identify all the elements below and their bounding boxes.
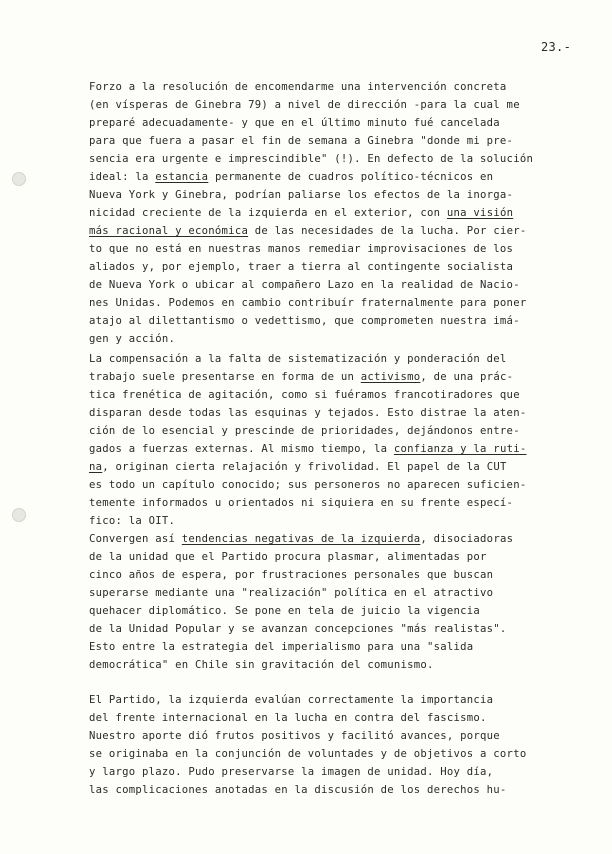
text-line (89, 711, 487, 725)
text-line (89, 278, 520, 292)
text-line (89, 460, 507, 474)
text-line (89, 658, 434, 672)
text-line (89, 568, 493, 582)
text-line (89, 747, 526, 761)
text-line (89, 478, 526, 492)
text-line (89, 532, 513, 546)
text-line (89, 604, 480, 618)
underlined-text: activismo (360, 371, 421, 383)
text-span: Convergen así (89, 533, 182, 545)
text-span: to que no está en nuestras manos remediar improvisaciones de los (89, 243, 514, 255)
text-line (89, 388, 520, 402)
text-span: superarse mediante una "realización" política en el atractivo (89, 587, 494, 599)
text-line (89, 134, 513, 148)
underlined-text: una visión (446, 207, 514, 219)
text-span: del frente internacional en la lucha en contra del fascismo. (89, 712, 487, 724)
text-span: , originan cierta relajación y frivolidad. El papel de la CUT (102, 461, 507, 473)
text-line (89, 242, 513, 256)
text-line (89, 783, 507, 797)
text-span: , disociadoras (420, 533, 514, 545)
text-line (89, 152, 533, 166)
text-span: democrática" en Chile sin gravitación del comunismo. (89, 659, 434, 671)
text-span: trabajo suele presentarse en forma de un (89, 371, 361, 383)
page-number: 23.- (541, 40, 572, 54)
text-span: ción de lo esencial y prescinde de prioridades, dejándonos entre- (89, 425, 520, 437)
text-span: fico: la OIT. (89, 515, 176, 527)
text-span: sencia era urgente e imprescindible" (!). En defecto de la solución (89, 153, 534, 165)
text-line (89, 170, 493, 184)
text-span: nes Unidas. Podemos en cambio contribuír fraternalmente para poner (89, 297, 527, 309)
text-line (89, 296, 526, 310)
text-line (89, 514, 175, 528)
text-line (89, 116, 500, 130)
text-line (89, 496, 513, 510)
text-line (89, 424, 520, 438)
text-span: aliados y, por ejemplo, traer a tierra al contingente socialista (89, 261, 514, 273)
text-span: Nueva York y Ginebra, podrían paliarse los efectos de la inorga- (89, 189, 514, 201)
text-span: Nuestro aporte dió frutos positivos y facilitó avances, porque (89, 730, 500, 742)
text-line (89, 80, 507, 94)
text-line (89, 314, 520, 328)
text-line (89, 370, 513, 384)
text-span: de las necesidades de la lucha. Por cier- (248, 225, 527, 237)
text-line (89, 352, 507, 366)
text-span: nicidad creciente de la izquierda en el exterior, con (89, 207, 447, 219)
text-span: atajo al dilettantismo o vedettismo, que comprometen nuestra imá- (89, 315, 520, 327)
text-span: ideal: la (89, 171, 156, 183)
text-span: La compensación a la falta de sistematización y ponderación del (89, 353, 507, 365)
text-span: permanente de cuadros político-técnicos en (208, 171, 494, 183)
text-span: disparan desde todas las esquinas y tejados. Esto distrae la aten- (89, 407, 527, 419)
text-span: y largo plazo. Pudo preservarse la imagen de unidad. Hoy día, (89, 766, 494, 778)
text-span: las complicaciones anotadas en la discusión de los derechos hu- (89, 784, 507, 796)
underlined-text: confianza y la ruti- (393, 443, 527, 455)
text-span: temente informados u orientados ni siquiera en su frente especí- (89, 497, 514, 509)
text-line (89, 693, 493, 707)
text-span: quehacer diplomático. Se pone en tela de juicio la vigencia (89, 605, 481, 617)
text-line (89, 586, 493, 600)
text-span: cinco años de espera, por frustraciones personales que buscan (89, 569, 494, 581)
text-line (89, 260, 513, 274)
text-line (89, 550, 487, 564)
text-span: de la unidad que el Partido procura plasmar, alimentadas por (89, 551, 487, 563)
text-line (89, 406, 526, 420)
text-span: preparé adecuadamente- y que en el último minuto fué cancelada (89, 117, 500, 129)
text-span: Esto entre la estrategia del imperialismo para una "salida (89, 641, 474, 653)
text-span: tica frenética de agitación, como si fuéramos francotiradores que (89, 389, 520, 401)
text-line (89, 98, 520, 112)
text-line (89, 765, 493, 779)
underlined-text: más racional y económica (89, 225, 249, 237)
text-line (89, 332, 175, 346)
underlined-text: tendencias negativas de la izquierda (181, 533, 421, 545)
punch-hole (12, 508, 26, 522)
text-line (89, 224, 526, 238)
text-line (89, 442, 526, 456)
text-span: Forzo a la resolución de encomendarme una intervención concreta (89, 81, 507, 93)
text-span: gados a fuerzas externas. Al mismo tiempo, la (89, 443, 394, 455)
text-span: es todo un capítulo conocido; sus personeros no aparecen suficien- (89, 479, 527, 491)
text-line (89, 640, 473, 654)
text-line (89, 188, 513, 202)
text-span: se originaba en la conjunción de voluntades y de objetivos a corto (89, 748, 527, 760)
underlined-text: estancia (155, 171, 209, 183)
text-span: El Partido, la izquierda evalúan correctamente la importancia (89, 694, 494, 706)
text-span: , de una prác- (420, 371, 514, 383)
text-span: para que fuera a pasar el fin de semana a Ginebra "donde mi pre- (89, 135, 514, 147)
text-span: de Nueva York o ubicar al compañero Lazo en la realidad de Nacio- (89, 279, 520, 291)
punch-hole (12, 172, 26, 186)
text-line (89, 206, 513, 220)
text-line (89, 729, 500, 743)
underlined-text: na (89, 461, 103, 473)
text-line (89, 622, 507, 636)
text-span: (en vísperas de Ginebra 79) a nivel de dirección -para la cual me (89, 99, 520, 111)
text-span: de la Unidad Popular y se avanzan concepciones "más realistas". (89, 623, 507, 635)
text-span: gen y acción. (89, 333, 176, 345)
